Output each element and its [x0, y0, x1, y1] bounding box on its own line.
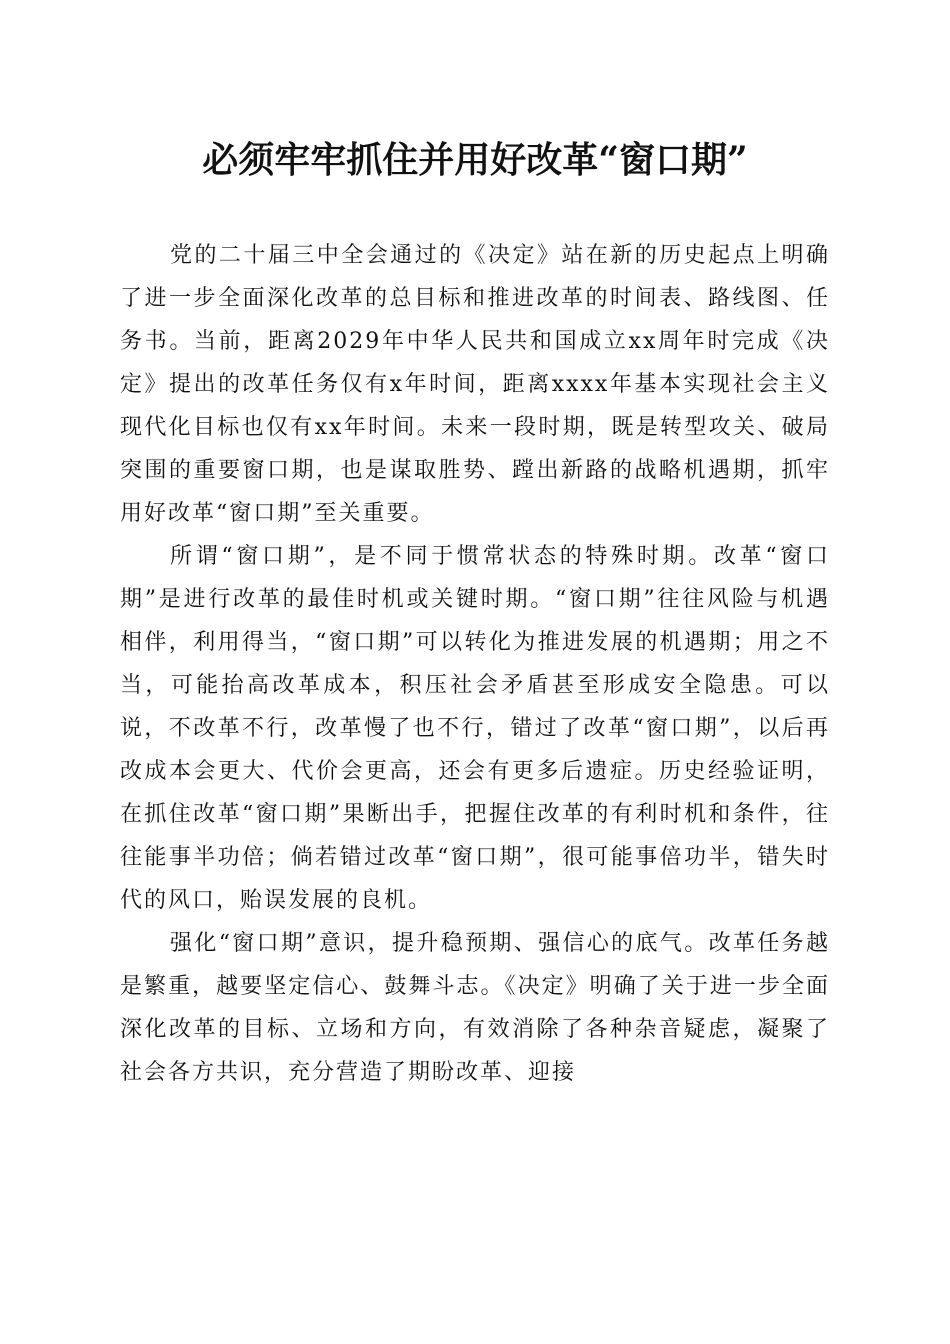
- paragraph: 所谓“窗口期”，是不同于惯常状态的特殊时期。改革“窗口期”是进行改革的最佳时机或关键时期。“窗口期”往往风险与机遇相伴，利用得当，“窗口期”可以转化为推进发展的机遇期；用之不当，可能抬高改革成本，积压社会矛盾甚至形成安全隐患。可以说，不改革不行，改革慢了也不行，错过了改革“窗口期”，以后再改成本会更大、代价会更高，还会有更多后遗症。历史经验证明，在抓住改革“窗口期”果断出手，把握住改革的有利时机和条件，往往能事半功倍；倘若错过改革“窗口期”，很可能事倍功半，错失时代的风口，贻误发展的良机。: [120, 544, 830, 913]
- document-body: [120, 234, 830, 1094]
- document-title: 必须牢牢抓住并用好改革“窗口期”: [202, 139, 748, 181]
- paragraph: 强化“窗口期”意识，提升稳预期、强信心的底气。改革任务越是繁重，越要坚定信心、鼓舞斗志。《决定》明确了关于进一步全面深化改革的目标、立场和方向，有效消除了各种杂音疑虑，凝聚了社会各方共识，充分营造了期盼改革、迎接: [120, 931, 830, 1085]
- paragraph: 党的二十届三中全会通过的《决定》站在新的历史起点上明确了进一步全面深化改革的总目标和推进改革的时间表、路线图、任务书。当前，距离2029年中华人民共和国成立xx周年时完成《决定》提出的改革任务仅有x年时间，距离xxxx年基本实现社会主义现代化目标也仅有xx年时间。未来一段时期，既是转型攻关、破局突围的重要窗口期，也是谋取胜势、蹚出新路的战略机遇期，抓牢用好改革“窗口期”至关重要。: [120, 243, 830, 526]
